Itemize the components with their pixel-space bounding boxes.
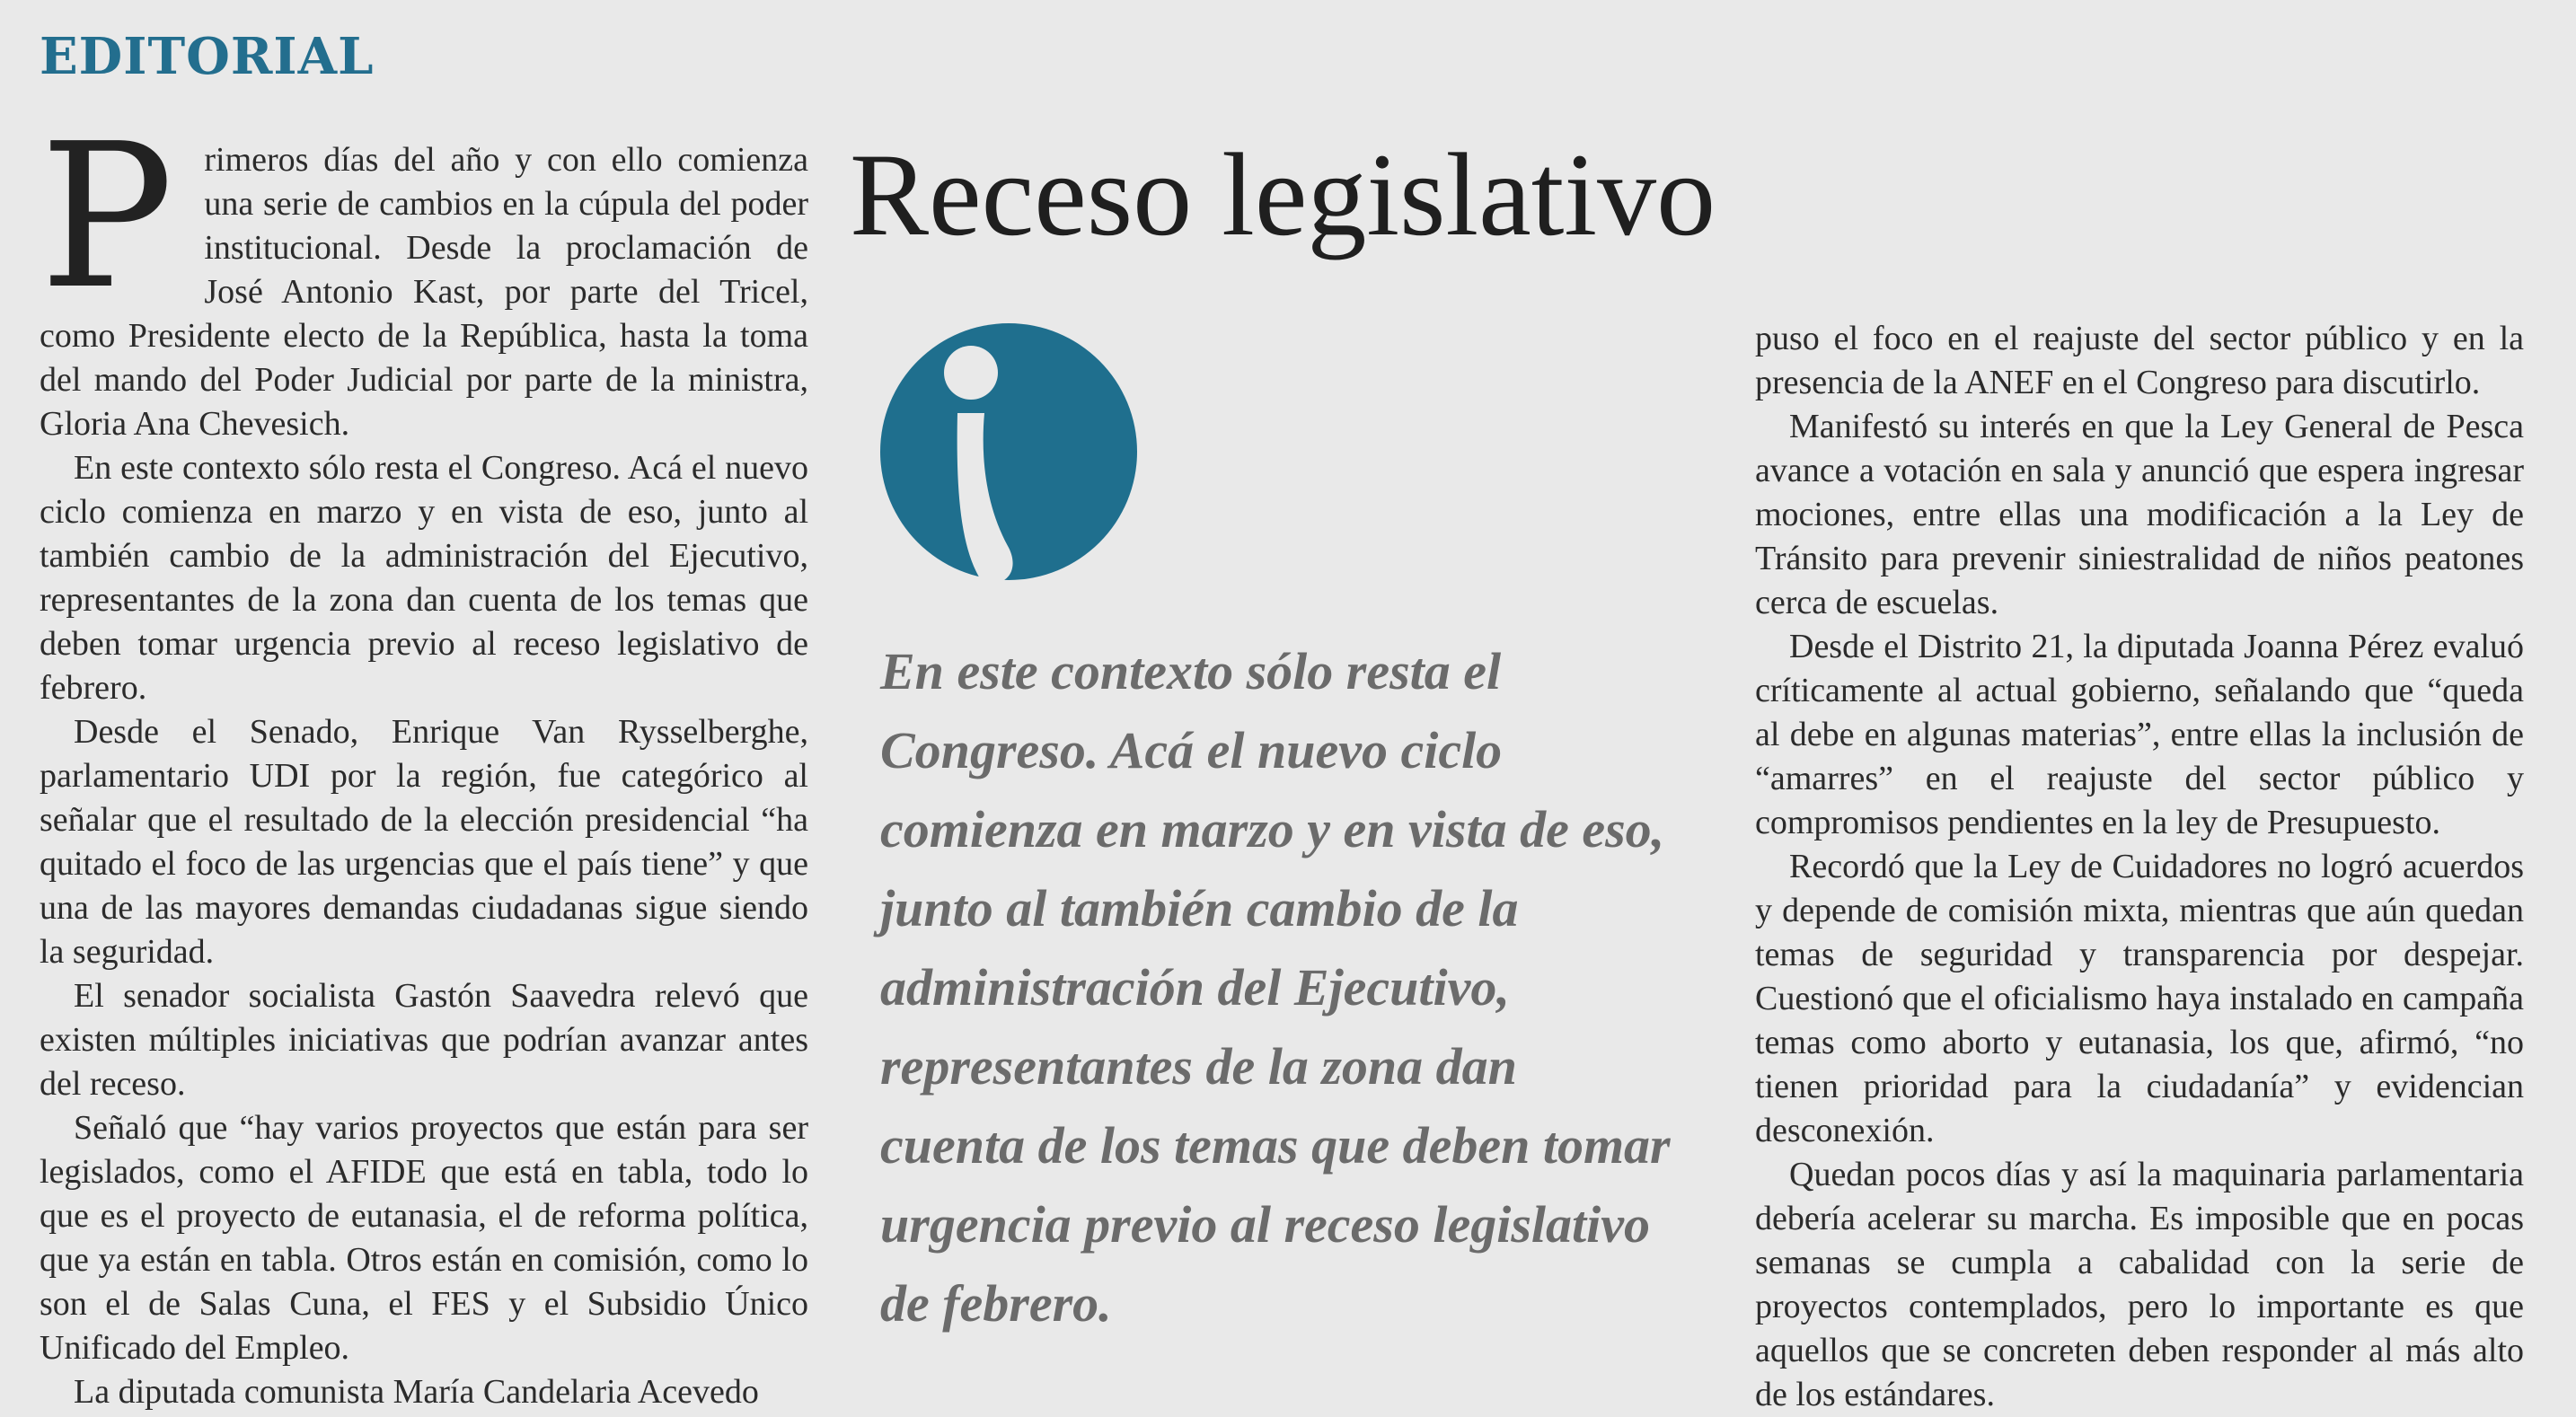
headline: Receso legislativo — [850, 128, 1716, 260]
article-paragraph: Manifestó su interés en que la Ley General de Pesca avance a votación en sala y anunció que espera ingresar mociones, entre ellas una modificación a la Ley de Tránsito para prevenir siniestralidad de niños peatones cerca de escuelas. — [1755, 408, 2524, 621]
article-paragraph: En este contexto sólo resta el Congreso. Acá el nuevo ciclo comienza en marzo y en vista de eso, junto al también cambio de la administración del Ejecutivo, representantes de la zona dan cuenta de los temas que deben tomar urgencia previo al receso legislativo de febrero. — [40, 449, 808, 707]
article-paragraph: Desde el Distrito 21, la diputada Joanna Pérez evaluó críticamente al actual gobierno, señalando que “queda al debe en algunas materias”, entre ellas la inclusión de “amarres” en el reajuste del sector público y compromisos pendientes en la ley de Presupuesto. — [1755, 628, 2524, 841]
article-paragraph — [40, 101, 808, 446]
article-paragraph: Señaló que “hay varios proyectos que están para ser legislados, como el AFIDE que está en tabla, todo lo que es el proyecto de eutanasia, el de reforma política, que ya están en tabla. Otros están en comisión, como lo son el de Salas Cuna, el FES y el Subsidio Único Unificado del Empleo. — [40, 1109, 808, 1367]
article-column-right — [1755, 317, 2524, 1417]
info-icon — [880, 323, 1137, 580]
article-paragraph: Desde el Senado, Enrique Van Rysselberghe, parlamentario UDI por la región, fue categórico al señalar que el resultado de la elección presidencial “ha quitado el foco de las urgencias que el país tiene” y que una de las mayores demandas ciudadanas sigue siendo la seguridad. — [40, 713, 808, 971]
article-paragraph: El senador socialista Gastón Saavedra relevó que existen múltiples iniciativas que podrían avanzar antes del receso. — [40, 977, 808, 1103]
article-paragraph: Recordó que la Ley de Cuidadores no logró acuerdos y depende de comisión mixta, mientras que aún quedan temas de seguridad y transparencia por despejar. Cuestionó que el oficialismo haya instalado en campaña temas como aborto y eutanasia, los que, afirmó, “no tienen prioridad para la ciudadanía” y evidencian desconexión. — [1755, 848, 2524, 1149]
article-paragraph: Quedan pocos días y así la maquinaria parlamentaria debería acelerar su marcha. Es imposible que en pocas semanas se cumpla a cabalidad con la serie de proyectos contemplados, pero lo importante es que aquellos que se concreten deben responder al más alto de los estándares. — [1755, 1156, 2524, 1413]
pull-quote: En este contexto sólo resta el Congreso. Acá el nuevo ciclo comienza en marzo y en vista de eso, junto al también cambio de la administración del Ejecutivo, representantes de la zona dan cuenta de los temas que deben tomar urgencia previo al receso legislativo de febrero. — [880, 642, 1671, 1333]
info-icon-graphic — [880, 323, 1137, 580]
section-label: EDITORIAL — [40, 27, 375, 86]
drop-cap: P — [40, 101, 174, 333]
article-paragraph: La diputada comunista María Candelaria Acevedo — [74, 1373, 759, 1411]
article-paragraph-text: rimeros días del año y con ello comienza una serie de cambios en la cúpula del poder institucional. Desde la proclamación de José Antonio Kast, por parte del Tricel, como Presidente electo de la República, hasta la toma del mando del Poder Judicial por parte de la ministra, Gloria Ana Chevesich. — [40, 141, 808, 443]
article-column-left — [40, 101, 808, 1414]
article-paragraph: puso el foco en el reajuste del sector público y en la presencia de la ANEF en el Congreso para discutirlo. — [1755, 320, 2524, 401]
